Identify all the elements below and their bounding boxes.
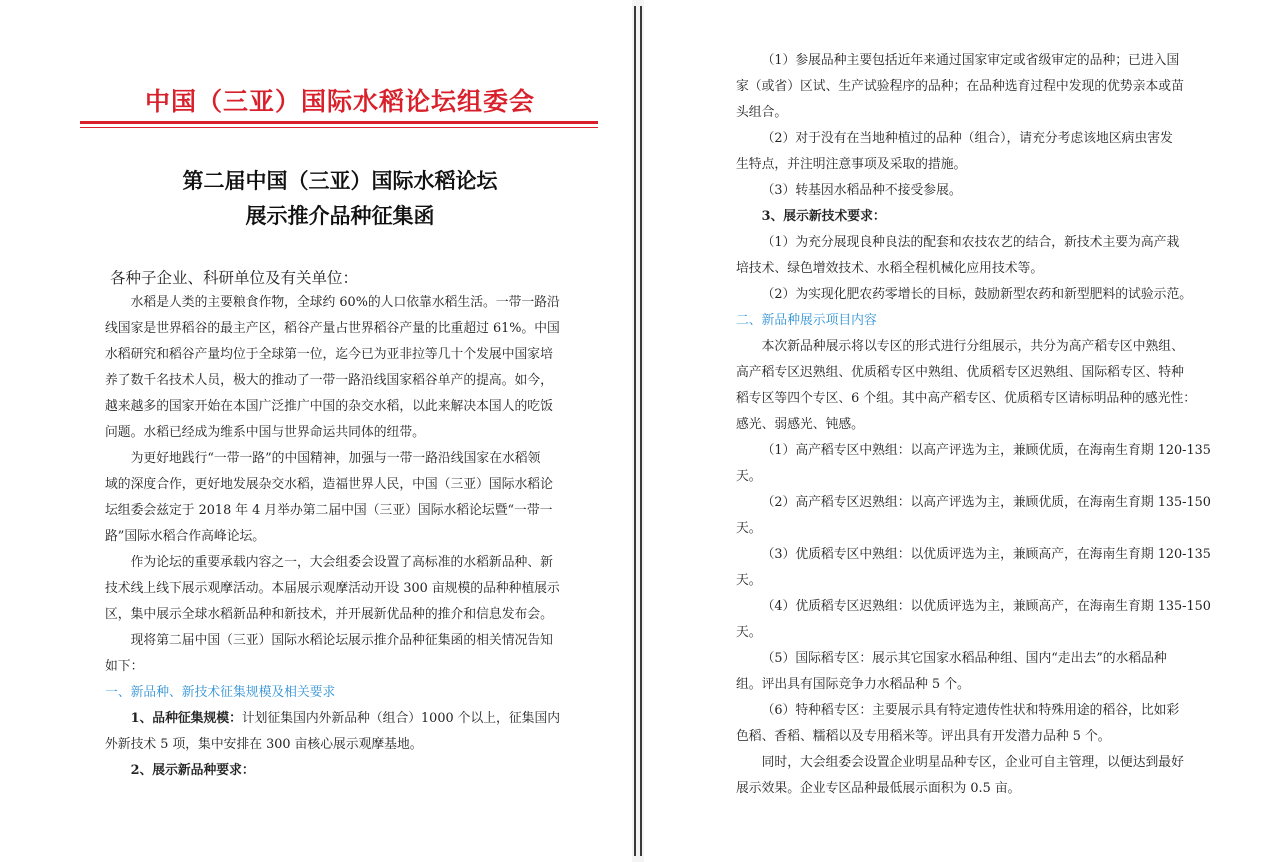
text-line: 路”国际水稻合作高峰论坛。 [105,529,266,544]
text-line: 稻专区等四个专区、6 个组。其中高产稻专区、优质稻专区请标明品种的感光性： [736,391,1197,406]
text-line: 本次新品种展示将以专区的形式进行分组展示，共分为高产稻专区中熟组、 [761,339,1184,354]
text-line: 培技术、绿色增效技术、水稻全程机械化应用技术等。 [736,261,1044,276]
text-line: 感光、弱感光、钝感。 [736,417,864,432]
text-line: 生特点，并注明注意事项及采取的措施。 [736,157,967,172]
page-divider [634,6,636,856]
group-6 [736,698,1194,750]
requirement-2 [736,126,1194,178]
text-line: 养了数千名技术人员，极大的推动了一带一路沿线国家稻谷单产的提高。如今， [105,373,553,388]
requirement-1 [736,48,1194,126]
text-line: 组。评出具有国际竞争力水稻品种 5 个。 [736,677,970,692]
tech-2 [736,282,1194,308]
text-line: 同时，大会组委会设置企业明星品种专区，企业可自主管理，以便达到最好 [761,755,1184,770]
text-line: 头组合。 [736,105,788,120]
text-line: （3）优质稻专区中熟组：以优质评选为主，兼顾高产，在海南生育期 120-135 [761,547,1211,562]
group-5 [736,646,1194,698]
text-line: 坛组委会兹定于 2018 年 4 月举办第二届中国（三亚）国际水稻论坛暨“一带一 [105,503,553,518]
page-divider [640,6,642,856]
text-line: 天。 [736,573,762,588]
text-line: 高产稻专区迟熟组、优质稻专区中熟组、优质稻专区迟熟组、国际稻专区、特种 [736,365,1184,380]
text-line: 问题。水稻已经成为维系中国与世界命运共同体的纽带。 [105,425,425,440]
item-2 [105,758,577,784]
text-line: 外新技术 5 项，集中安排在 300 亩核心展示观摩基地。 [105,737,423,752]
text-line: 水稻研究和稻谷产量均位于全球第一位，迄今已为亚非拉等几十个发展中国家培 [105,347,553,362]
text-line: 如下： [105,659,144,674]
salutation: 各种子企业、科研单位及有关单位： [110,269,359,287]
text-line: 为更好地践行“一带一路”的中国精神，加强与一带一路沿线国家在水稻领 [130,451,541,466]
text-line: （2）高产稻专区迟熟组：以高产评选为主，兼顾优质，在海南生育期 135-150 [761,495,1211,510]
section-2-heading: 二、新品种展示项目内容 [736,313,877,328]
text-line: （2）对于没有在当地种植过的品种（组合），请充分考虑该地区病虫害发 [761,131,1173,146]
text-line: （4）优质稻专区迟熟组：以优质评选为主，兼顾高产，在海南生育期 135-150 [761,599,1211,614]
item-1-label: 1、品种征集规模： [130,711,242,726]
item-1-text: 计划征集国内外新品种（组合）1000 个以上，征集国内 [241,711,561,726]
letterhead-rule-thin [80,127,598,128]
text-line: 区，集中展示全球水稻新品种和新技术，并开展新优品种的推介和信息发布会。 [105,607,553,622]
text-line: （3）转基因水稻品种不接受参展。 [761,183,962,198]
text-line: 技术线上线下展示观摩活动。本届展示观摩活动开设 300 亩规模的品种种植展示 [105,581,560,596]
group-4 [736,594,1211,646]
requirement-3 [736,178,1194,204]
left-body [105,290,577,784]
paragraph-3 [105,550,577,628]
item-2-label: 2、展示新品种要求： [130,763,255,778]
closing-paragraph [736,750,1194,802]
paragraph-1 [105,290,577,446]
group-2 [736,490,1211,542]
paragraph-4 [105,628,577,680]
text-line: 现将第二届中国（三亚）国际水稻论坛展示推介品种征集函的相关情况告知 [130,633,553,648]
item-3 [736,204,1194,230]
text-line: 天。 [736,469,762,484]
text-line: （5）国际稻专区：展示其它国家水稻品种组、国内“走出去”的水稻品种 [761,651,1167,666]
tech-1 [736,230,1194,282]
section-2-paragraph [736,334,1197,438]
group-1 [736,438,1211,490]
text-line: 色稻、香稻、糯稻以及专用稻米等。评出具有开发潜力品种 5 个。 [736,729,1111,744]
group-3 [736,542,1211,594]
text-line: 展示效果。企业专区品种最低展示面积为 0.5 亩。 [736,781,1021,796]
text-line: （1）参展品种主要包括近年来通过国家审定或省级审定的品种；已进入国 [761,53,1180,68]
letterhead-rule-thick [80,121,598,124]
text-line: 天。 [736,625,762,640]
text-line: （1）高产稻专区中熟组：以高产评选为主，兼顾优质，在海南生育期 120-135 [761,443,1211,458]
right-body [736,48,1211,802]
text-line: 线国家是世界稻谷的最主产区，稻谷产量占世界稻谷产量的比重超过 61%。中国 [105,321,560,336]
document-title-line-1: 第二届中国（三亚）国际水稻论坛 [182,169,498,193]
text-line: 域的深度合作，更好地发展杂交水稻，造福世界人民，中国（三亚）国际水稻论 [105,477,553,492]
text-line: 天。 [736,521,762,536]
text-line: 水稻是人类的主要粮食作物，全球约 60%的人口依靠水稻生活。一带一路沿 [130,295,560,310]
text-line: （2）为实现化肥农药零增长的目标，鼓励新型农药和新型肥料的试验示范。 [761,287,1193,302]
org-letterhead-title: 中国（三亚）国际水稻论坛组委会 [144,87,535,116]
text-line: 家（或省）区试、生产试验程序的品种；在品种选育过程中发现的优势亲本或苗 [736,79,1184,94]
text-line: （6）特种稻专区：主要展示具有特定遗传性状和特殊用途的稻谷，比如彩 [761,703,1180,718]
item-1 [105,706,577,758]
section-1-heading: 一、新品种、新技术征集规模及相关要求 [105,685,336,700]
text-line [105,706,577,732]
paragraph-2 [105,446,577,550]
item-3-label: 3、展示新技术要求： [761,209,886,224]
document-title-line-2: 展示推介品种征集函 [245,204,435,228]
text-line: （1）为充分展现良种良法的配套和农技农艺的结合，新技术主要为高产栽 [761,235,1180,250]
text-line: 越来越多的国家开始在本国广泛推广中国的杂交水稻，以此来解决本国人的吃饭 [105,399,553,414]
text-line: 作为论坛的重要承载内容之一，大会组委会设置了高标准的水稻新品种、新 [130,555,553,570]
